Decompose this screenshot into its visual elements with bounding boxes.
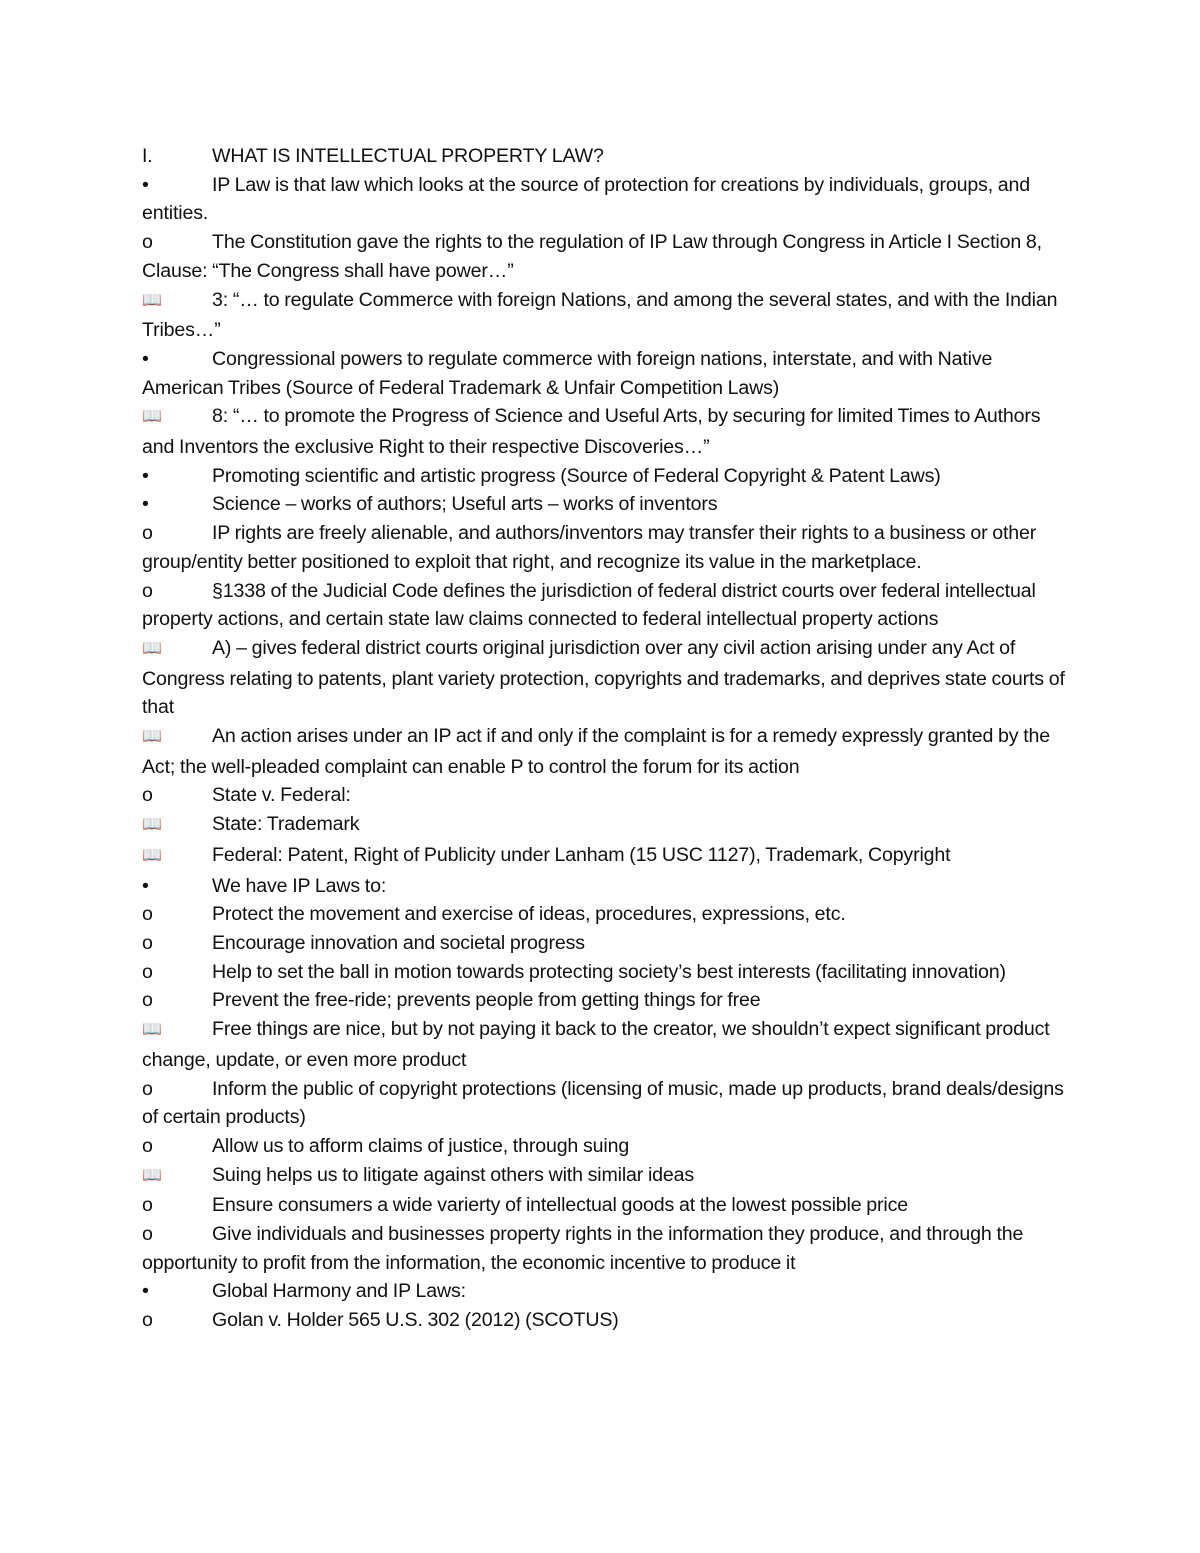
- circle-bullet-marker: o: [142, 1223, 153, 1246]
- bullet-marker: •: [142, 493, 149, 516]
- outline-item: [142, 228, 1077, 285]
- outline-item-text: Promoting scientific and artistic progress (Source of Federal Copyright & Patent Laws): [212, 464, 941, 487]
- outline-item-text: A) – gives federal district courts original jurisdiction over any civil action arising under any Act of Congress relating to patents, plant variety protection, copyrights and trademarks, and deprives state courts of that: [142, 636, 1065, 719]
- outline-item: [142, 841, 1077, 872]
- book-icon: 📖: [142, 291, 162, 309]
- circle-bullet-marker: o: [142, 903, 153, 926]
- outline-item-text: State v. Federal:: [212, 784, 351, 807]
- outline-item-text: Give individuals and businesses property rights in the information they produce, and through the opportunity to profit from the information, the economic incentive to produce it: [142, 1223, 1024, 1274]
- circle-bullet-marker: o: [142, 231, 153, 254]
- outline-item: [142, 1015, 1077, 1074]
- outline-item-text: Global Harmony and IP Laws:: [212, 1280, 466, 1303]
- bullet-marker: •: [142, 1280, 149, 1303]
- circle-bullet-marker: o: [142, 522, 153, 545]
- outline-item: [142, 1132, 1077, 1161]
- outline-item-text: Ensure consumers a wide varierty of intellectual goods at the lowest possible price: [212, 1194, 908, 1217]
- bullet-marker: •: [142, 464, 149, 487]
- outline-item: [142, 1161, 1077, 1192]
- document-body: [142, 142, 1077, 1335]
- outline-item-text: Golan v. Holder 565 U.S. 302 (2012) (SCOTUS): [212, 1309, 619, 1332]
- outline-item-text: IP rights are freely alienable, and authors/inventors may transfer their rights to a business or other group/entity better positioned to exploit that right, and recognize its value in the marketplace.: [142, 522, 1037, 573]
- circle-bullet-marker: o: [142, 579, 153, 602]
- circle-bullet-marker: o: [142, 1077, 153, 1100]
- outline-item-text: Congressional powers to regulate commerce with foreign nations, interstate, and with Native American Tribes (Source of Federal Trademark & Unfair Competition Laws): [142, 347, 993, 399]
- bullet-marker: •: [142, 874, 149, 897]
- outline-item-text: §1338 of the Judicial Code defines the jurisdiction of federal district courts over federal intellectual property actions, and certain state law claims connected to federal intellectual property actions: [142, 579, 1036, 631]
- outline-item-text: Prevent the free-ride; prevents people from getting things for free: [212, 989, 761, 1012]
- outline-item-text: 3: “… to regulate Commerce with foreign Nations, and among the several states, and with the Indian Tribes…”: [142, 288, 1058, 342]
- circle-bullet-marker: o: [142, 931, 153, 954]
- outline-item-text: The Constitution gave the rights to the regulation of IP Law through Congress in Article I Section 8, Clause: “The Congress shall have power…”: [142, 231, 1042, 282]
- section-heading: [142, 142, 1077, 171]
- book-icon: 📖: [142, 1166, 162, 1184]
- outline-item: [142, 900, 1077, 929]
- circle-bullet-marker: o: [142, 1194, 153, 1217]
- roman-numeral-marker: I.: [142, 145, 153, 167]
- outline-item: [142, 634, 1077, 722]
- book-icon: 📖: [142, 408, 162, 426]
- outline-item-text: Encourage innovation and societal progress: [212, 931, 585, 954]
- outline-item-text: Suing helps us to litigate against others with similar ideas: [212, 1163, 695, 1186]
- book-icon: 📖: [142, 1021, 162, 1039]
- section-heading-text: WHAT IS INTELLECTUAL PROPERTY LAW?: [212, 145, 604, 167]
- circle-bullet-marker: o: [142, 989, 153, 1012]
- circle-bullet-marker: o: [142, 1309, 153, 1332]
- outline-item: [142, 490, 1077, 519]
- book-icon: 📖: [142, 816, 162, 834]
- outline-item: [142, 519, 1077, 576]
- outline-item: [142, 577, 1077, 634]
- book-icon: 📖: [142, 639, 162, 657]
- outline-item-text: We have IP Laws to:: [212, 874, 387, 897]
- outline-item: [142, 1306, 1077, 1335]
- bullet-marker: •: [142, 347, 149, 370]
- outline-item: [142, 1075, 1077, 1132]
- outline-item-text: State: Trademark: [212, 813, 360, 836]
- circle-bullet-marker: o: [142, 960, 153, 983]
- circle-bullet-marker: o: [142, 784, 153, 807]
- outline-item: [142, 171, 1077, 228]
- bullet-marker: •: [142, 173, 149, 196]
- book-icon: 📖: [142, 728, 162, 746]
- outline-item-text: Allow us to afform claims of justice, through suing: [212, 1134, 630, 1157]
- outline-item-text: Science – works of authors; Useful arts – works of inventors: [212, 493, 718, 516]
- outline-item-text: 8: “… to promote the Progress of Science and Useful Arts, by securing for limited Times to Authors and Inventors the exclusive Right to their respective Discoveries…”: [142, 405, 1041, 459]
- outline-item: [142, 1191, 1077, 1220]
- outline-item-text: Free things are nice, but by not paying it back to the creator, we shouldn’t expect significant product change, update, or even more product: [142, 1018, 1050, 1071]
- outline-item: [142, 1220, 1077, 1277]
- outline-list: [142, 171, 1077, 1335]
- outline-item-text: An action arises under an IP act if and only if the complaint is for a remedy expressly granted by the Act; the well-pleaded complaint can enable P to control the forum for its action: [142, 725, 1051, 778]
- outline-item-text: Inform the public of copyright protections (licensing of music, made up products, brand deals/designs of certain products): [142, 1077, 1064, 1129]
- outline-item: [142, 810, 1077, 841]
- outline-item: [142, 462, 1077, 491]
- outline-item-text: Protect the movement and exercise of ideas, procedures, expressions, etc.: [212, 903, 846, 926]
- outline-item: [142, 345, 1077, 402]
- outline-item: [142, 781, 1077, 810]
- outline-item: [142, 286, 1077, 345]
- outline-item-text: IP Law is that law which looks at the source of protection for creations by individuals, groups, and entities.: [142, 173, 1031, 225]
- outline-item-text: Help to set the ball in motion towards protecting society’s best interests (facilitating innovation): [212, 960, 1006, 983]
- outline-item: [142, 929, 1077, 958]
- outline-item: [142, 986, 1077, 1015]
- outline-item-text: Federal: Patent, Right of Publicity under Lanham (15 USC 1127), Trademark, Copyright: [212, 843, 951, 866]
- outline-item: [142, 722, 1077, 781]
- book-icon: 📖: [142, 846, 162, 864]
- outline-item: [142, 958, 1077, 987]
- circle-bullet-marker: o: [142, 1134, 153, 1157]
- outline-item: [142, 872, 1077, 901]
- outline-item: [142, 402, 1077, 461]
- outline-item: [142, 1277, 1077, 1306]
